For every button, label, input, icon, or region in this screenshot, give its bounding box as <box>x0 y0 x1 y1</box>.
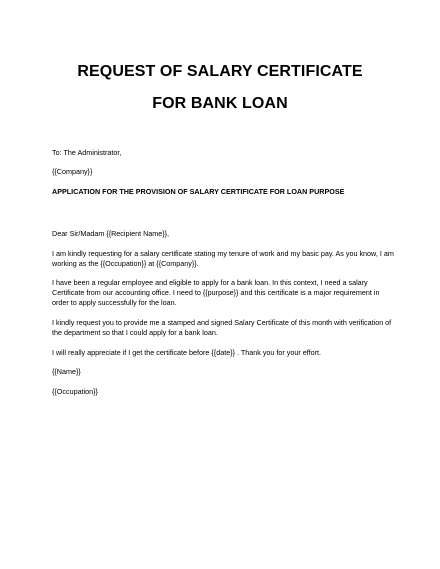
signature-occupation: {{Occupation}} <box>52 387 98 396</box>
letter-title-line-1: REQUEST OF SALARY CERTIFICATE <box>77 63 363 80</box>
letter-title-line-2: FOR BANK LOAN <box>152 95 288 112</box>
paragraph-context: I have been a regular employee and eligible to apply for a bank loan. In this context, I need a salary Certificate from our accounting office. I need to {{purpose}} and this certificate is a major requirement in order to apply successfully for the loan. <box>52 278 380 307</box>
recipient-line: To: The Administrator, <box>52 148 122 157</box>
company-line: {{Company}} <box>52 167 93 176</box>
signature-name: {{Name}} <box>52 367 81 376</box>
paragraph-request: I am kindly requesting for a salary certificate stating my tenure of work and my basic pay. As you know, I am working as the {{Occupation}} at {{Company}}. <box>52 249 394 268</box>
salutation: Dear Sir/Madam {{Recipient Name}}, <box>52 229 170 238</box>
subject-line: APPLICATION FOR THE PROVISION OF SALARY CERTIFICATE FOR LOAN PURPOSE <box>52 187 345 196</box>
paragraph-appreciation: I will really appreciate if I get the certificate before {{date}} . Thank you for your effort. <box>52 348 322 357</box>
paragraph-verification: I kindly request you to provide me a stamped and signed Salary Certificate of this month with verification of the department so that I could apply for a bank loan. <box>52 318 392 337</box>
